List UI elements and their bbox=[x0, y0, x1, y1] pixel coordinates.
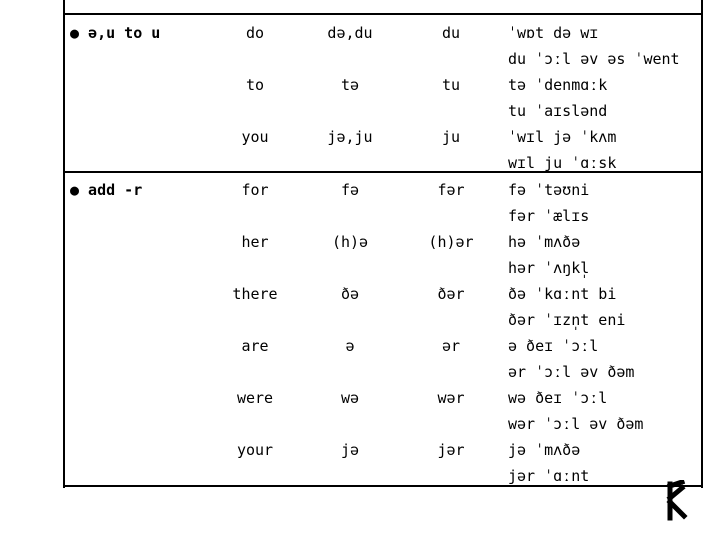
example-line: ðər ˈɪzn̩t eni bbox=[508, 311, 626, 329]
example-line: ˈwɪl jə ˈkʌm bbox=[508, 128, 617, 146]
weak-form-cell: jə bbox=[340, 441, 360, 459]
strong-form-cell: (h)ər bbox=[428, 233, 474, 251]
table-top-rule bbox=[63, 13, 703, 15]
example-line: du ˈɔːl əv əs ˈwent bbox=[508, 50, 680, 68]
example-line: jər ˈɑːnt bbox=[508, 467, 590, 485]
word-cell: her bbox=[241, 233, 269, 251]
example-line: jə ˈmʌðə bbox=[508, 441, 581, 459]
strong-form-cell: ər bbox=[441, 337, 461, 355]
example-line: ə ðeɪ ˈɔːl bbox=[508, 337, 599, 355]
example-line: fə ˈtəʊni bbox=[508, 181, 590, 199]
section-label: ● ə,u to u bbox=[70, 24, 161, 42]
strong-form-cell: du bbox=[441, 24, 461, 42]
weak-form-cell: ə bbox=[345, 337, 355, 355]
word-cell: you bbox=[241, 128, 269, 146]
example-line: hər ˈʌŋkl̩ bbox=[508, 259, 590, 277]
strong-form-cell: fər bbox=[437, 181, 465, 199]
word-cell: are bbox=[241, 337, 269, 355]
section-label: ● add -r bbox=[70, 181, 143, 199]
word-cell: there bbox=[232, 285, 278, 303]
weak-form-cell: ðə bbox=[340, 285, 360, 303]
table-bottom-rule bbox=[63, 485, 703, 487]
example-line: ðə ˈkɑːnt bi bbox=[508, 285, 617, 303]
example-line: wɪl ju ˈɑːsk bbox=[508, 154, 617, 172]
example-line: tu ˈaɪslənd bbox=[508, 102, 608, 120]
corner-rune-logo-icon bbox=[664, 480, 694, 522]
weak-form-cell: fə bbox=[340, 181, 360, 199]
word-cell: were bbox=[236, 389, 274, 407]
strong-form-cell: tu bbox=[441, 76, 461, 94]
word-cell: your bbox=[236, 441, 274, 459]
word-cell: for bbox=[241, 181, 269, 199]
example-line: fər ˈælɪs bbox=[508, 207, 590, 225]
example-line: ər ˈɔːl əv ðəm bbox=[508, 363, 635, 381]
strong-form-cell: wər bbox=[437, 389, 465, 407]
example-line: ˈwɒt də wɪ bbox=[508, 24, 599, 42]
strong-form-cell: ju bbox=[441, 128, 461, 146]
word-cell: to bbox=[245, 76, 265, 94]
strong-form-cell: ðər bbox=[437, 285, 465, 303]
example-line: wə ðeɪ ˈɔːl bbox=[508, 389, 608, 407]
strong-form-cell: jər bbox=[437, 441, 465, 459]
example-line: hə ˈmʌðə bbox=[508, 233, 581, 251]
weak-form-cell: jə,ju bbox=[327, 128, 373, 146]
weak-form-cell: də,du bbox=[327, 24, 373, 42]
example-line: tə ˈdenmɑːk bbox=[508, 76, 608, 94]
weak-form-cell: (h)ə bbox=[331, 233, 369, 251]
weak-form-cell: wə bbox=[340, 389, 360, 407]
example-line: wər ˈɔːl əv ðəm bbox=[508, 415, 644, 433]
weak-form-cell: tə bbox=[340, 76, 360, 94]
word-cell: do bbox=[245, 24, 265, 42]
